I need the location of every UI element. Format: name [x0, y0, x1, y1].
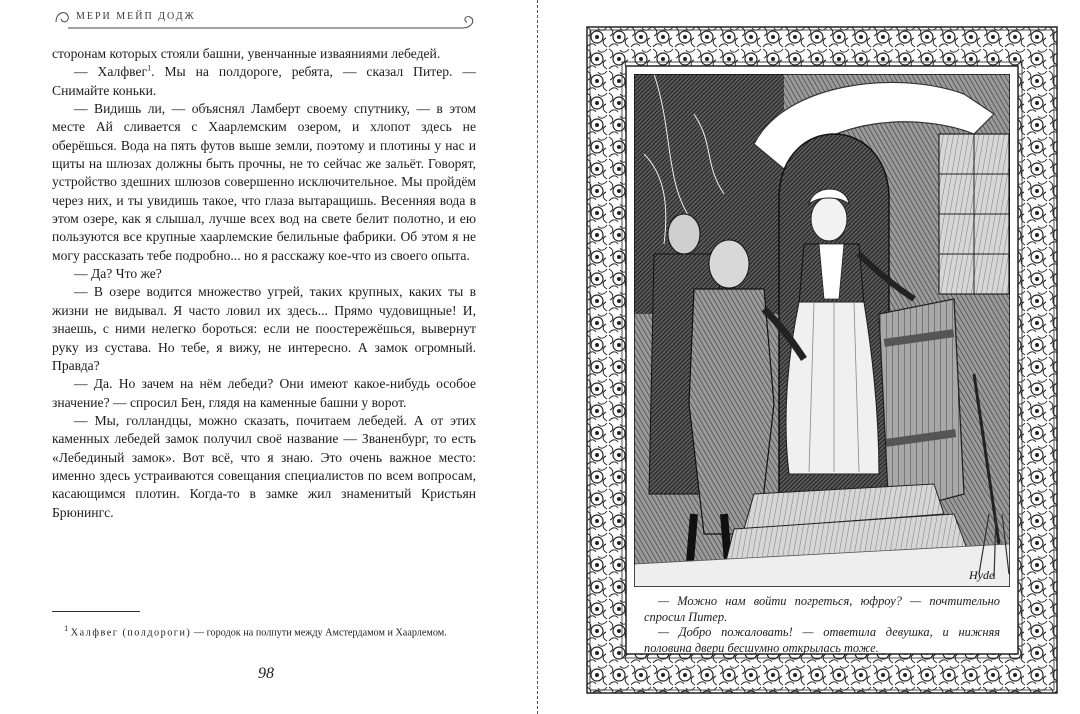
artist-signature: Hyde: [969, 568, 995, 582]
paragraph: — Видишь ли, — объяснял Ламберт своему спутнику, — в этом месте Ай сливается с Хаарлемским озером, и хлопот здесь не оберёшься. Вода на пять футов выше земли, поэтому и плотины у нас и щиты на шлюзах должны быть прочны, не то сейчас же зальёт. Говорят, устройство здешних шлюзов совершенно исключительное. Мы пройдём через них, и ты увидишь такое, что глаза вытаращишь. Весенняя вода в этом озере, как я слышал, лучше всех вод на свете белит полотно, и ею пользуются все крупные хаарлемские белильные фабрики. Об этом я не могу рассказать тебе подробно... но я расскажу кое-что из своего опыта.: [52, 101, 476, 263]
footnote-reference[interactable]: 1: [147, 63, 152, 73]
paragraph: — Да. Но зачем на нём лебеди? Они имеют какое-нибудь особое значение? — спросил Бен, глядя на каменные башни у ворот.: [52, 376, 476, 410]
left-page: [0, 0, 536, 714]
paragraph: — Да? Что же?: [74, 266, 162, 282]
caption-line: — Можно нам войти погреться, юфроу? — почтительно спросил Питер.: [644, 594, 1000, 624]
paragraph-text: — Халфвег: [74, 64, 148, 80]
page-number: 98: [258, 665, 274, 682]
right-page: [538, 0, 1080, 714]
body-text: [52, 45, 476, 522]
paragraph: [52, 63, 476, 100]
engraving-illustration: [634, 74, 1010, 587]
girl-head: [811, 197, 847, 241]
footnote-rule: [52, 611, 140, 612]
girl-skirt: [786, 302, 879, 474]
boy-head-back: [668, 214, 700, 254]
paragraph-text: . Мы на полдороге, ребята, — сказал Питер. — Снимайте коньки.: [52, 64, 476, 98]
caption-line: — Добро пожаловать! — ответила девушка, и нижняя половина двери бесшумно открылась тоже.: [644, 625, 1000, 655]
illustration-caption: [644, 594, 1000, 656]
footnote-body: — городок на полпути между Амстердамом и Хаарлемом.: [191, 627, 447, 639]
boy-head-front: [709, 240, 749, 288]
paragraph: — Мы, голландцы, можно сказать, почитаем лебедей. А от этих каменных лебедей замок получил своё название — Званенбург, то есть «Лебединый замок». Вот всё, что я знаю. Это очень важное место: именно здесь устраиваются совещания специалистов по всем вопросам, касающимся плотин. Когда-то в замке жил знаменитый Кристьян Брюнингс.: [52, 412, 476, 520]
footnote-text: [52, 621, 476, 641]
paragraph: сторонам которых стояли башни, увенчанные изваяниями лебедей.: [52, 46, 441, 61]
running-head: [52, 6, 482, 36]
running-head-title: МЕРИ МЕЙП ДОДЖ: [76, 11, 196, 22]
footnote-term: Халфвег (полдороги): [70, 627, 192, 639]
footnote-marker: 1: [64, 623, 69, 633]
footnote: [52, 621, 476, 641]
paragraph: — В озере водится множество угрей, таких крупных, каких ты в жизни не видывал. Я часто ловил их здесь... Прямо чудовищные! И, знаешь, с ними нелегко бороться: если не поостережёшься, вывернут руку из сустава. Но тебе, я вижу, не интересно. А замок огромный. Правда?: [52, 284, 476, 373]
